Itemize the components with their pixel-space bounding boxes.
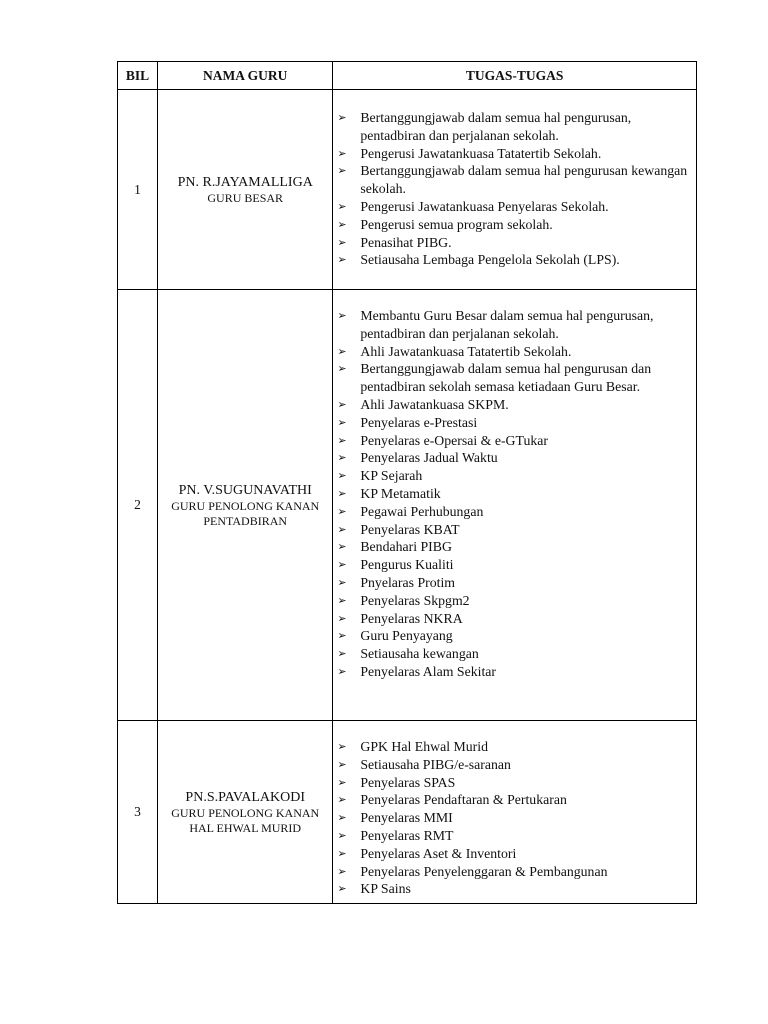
tasks-cell [333,90,697,290]
task-item: ➢ KP Metamatik [333,485,696,503]
task-list [333,738,696,898]
task-item: ➢ Penyelaras Skpgm2 [333,592,696,610]
bil-number: 1 [118,90,158,290]
task-item: ➢ Penyelaras e-Opersai & e-GTukar [333,432,696,450]
task-item: ➢ Ahli Jawatankuasa SKPM. [333,396,696,414]
table-row [118,721,697,904]
table-row [118,290,697,721]
task-item: ➢ Penyelaras SPAS [333,774,696,792]
task-item: ➢ Ahli Jawatankuasa Tatatertib Sekolah. [333,343,696,361]
task-list [333,109,696,269]
task-item: ➢ Penyelaras KBAT [333,521,696,539]
task-item: ➢ KP Sejarah [333,467,696,485]
task-item: ➢ Bertanggungjawab dalam semua hal pengurusan dan pentadbiran sekolah semasa ketiadaan Guru Besar. [333,360,696,396]
task-item: ➢ Pengerusi Jawatankuasa Tatatertib Sekolah. [333,145,696,163]
task-item: ➢ Pnyelaras Protim [333,574,696,592]
task-item: ➢ Membantu Guru Besar dalam semua hal pengurusan, pentadbiran dan perjalanan sekolah. [333,307,696,343]
task-item: ➢ Penyelaras Jadual Waktu [333,449,696,467]
table-row [118,90,697,290]
bil-number: 3 [118,721,158,904]
task-item: ➢ Guru Penyayang [333,627,696,645]
header-bil: BIL [118,62,158,90]
task-item: ➢ Penyelaras Penyelenggaran & Pembangunan [333,863,696,881]
teacher-role: GURU PENOLONG KANAN HAL EHWAL MURID [171,805,320,835]
task-item: ➢ Penyelaras Alam Sekitar [333,663,696,681]
task-item: ➢ Penyelaras e-Prestasi [333,414,696,432]
task-item: ➢ Setiausaha kewangan [333,645,696,663]
task-item: ➢ Bertanggungjawab dalam semua hal pengurusan, pentadbiran dan perjalanan sekolah. [333,109,696,145]
teacher-cell [158,90,333,290]
teacher-cell [158,721,333,904]
teacher-role: GURU PENOLONG KANAN PENTADBIRAN [171,498,320,528]
teacher-name: PN. R.JAYAMALLIGA [177,174,313,190]
task-item: ➢ Penyelaras NKRA [333,610,696,628]
teacher-name: PN. V.SUGUNAVATHI [178,482,312,498]
bil-number: 2 [118,290,158,721]
tasks-cell [333,721,697,904]
teacher-cell [158,290,333,721]
task-item: ➢ Pengurus Kualiti [333,556,696,574]
task-item: ➢ Penyelaras Aset & Inventori [333,845,696,863]
header-nama-guru: NAMA GURU [158,62,333,90]
header-tugas-tugas: TUGAS-TUGAS [333,62,697,90]
task-item: ➢ Bendahari PIBG [333,538,696,556]
task-item: ➢ Penasihat PIBG. [333,234,696,252]
task-item: ➢ Pegawai Perhubungan [333,503,696,521]
teacher-role: GURU BESAR [207,190,284,205]
task-item: ➢ Setiausaha PIBG/e-saranan [333,756,696,774]
table-header-row [118,62,697,90]
task-item: ➢ Pengerusi semua program sekolah. [333,216,696,234]
task-item: ➢ GPK Hal Ehwal Murid [333,738,696,756]
task-item: ➢ Penyelaras Pendaftaran & Pertukaran [333,791,696,809]
task-list [333,307,696,681]
duty-table [117,61,697,904]
task-item: ➢ Pengerusi Jawatankuasa Penyelaras Sekolah. [333,198,696,216]
tasks-cell [333,290,697,721]
teacher-name: PN.S.PAVALAKODI [185,789,305,805]
task-item: ➢ Penyelaras MMI [333,809,696,827]
task-item: ➢ Bertanggungjawab dalam semua hal pengurusan kewangan sekolah. [333,162,696,198]
task-item: ➢ Setiausaha Lembaga Pengelola Sekolah (LPS). [333,251,696,269]
task-item: ➢ Penyelaras RMT [333,827,696,845]
task-item: ➢ KP Sains [333,880,696,898]
